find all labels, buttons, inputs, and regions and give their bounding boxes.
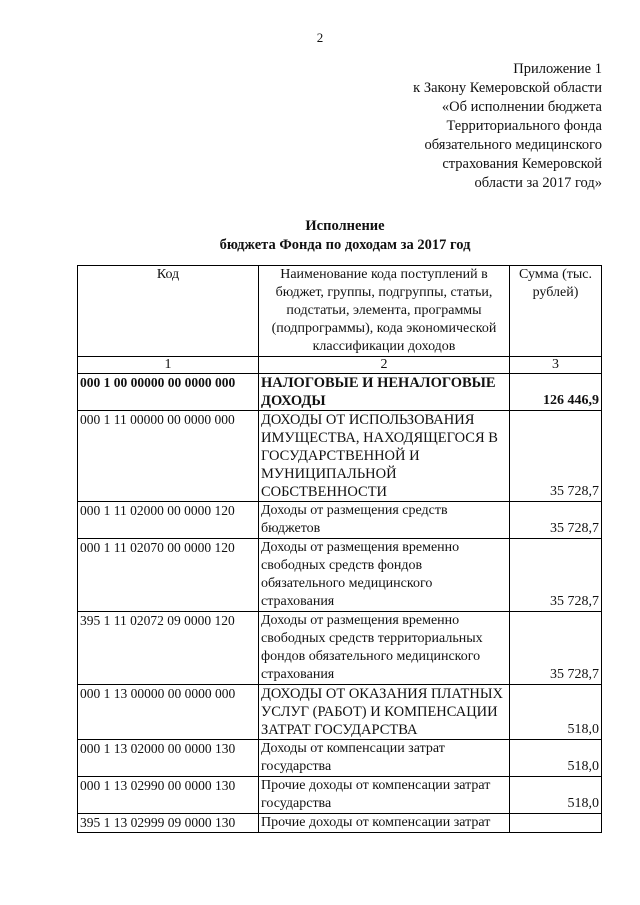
appendix-line: обязательного медицинского	[424, 137, 602, 153]
page-number: 2	[316, 30, 324, 45]
row-name: Доходы от размещения средств бюджетов	[259, 502, 510, 539]
table-row	[78, 814, 602, 833]
table-row	[78, 539, 602, 612]
row-name: Доходы от размещения временно свободных средств территориальных фондов обязательного медицинского страхования	[259, 612, 510, 685]
table-row	[78, 777, 602, 814]
appendix-line: к Закону Кемеровской области	[413, 80, 602, 96]
row-code: 000 1 13 00000 00 0000 000	[78, 685, 259, 740]
table-row	[78, 502, 602, 539]
appendix-line: области за 2017 год»	[474, 175, 602, 191]
appendix-line: Территориального фонда	[446, 118, 602, 134]
row-code: 000 1 11 02070 00 0000 120	[78, 539, 259, 612]
row-code: 395 1 13 02999 09 0000 130	[78, 814, 259, 833]
column-number: 3	[510, 357, 602, 374]
row-code: 000 1 13 02990 00 0000 130	[78, 777, 259, 814]
column-number: 1	[78, 357, 259, 374]
row-sum: 35 728,7	[510, 502, 602, 539]
title-line-1: Исполнение	[305, 218, 385, 234]
row-sum: 35 728,7	[510, 612, 602, 685]
row-sum: 518,0	[510, 740, 602, 777]
appendix-header	[352, 60, 602, 193]
row-code: 000 1 00 00000 00 0000 000	[78, 374, 259, 411]
column-number: 2	[259, 357, 510, 374]
header-name: Наименование кода поступлений в бюджет, группы, подгруппы, статьи, подстатьи, элемента, программы (подпрограммы), кода экономической классификации доходов	[259, 266, 510, 357]
appendix-line: Приложение 1	[513, 61, 602, 77]
table-header-row	[78, 266, 602, 357]
header-sum: Сумма (тыс. рублей)	[510, 266, 602, 357]
title-line-2: бюджета Фонда по доходам за 2017 год	[219, 237, 471, 253]
header-code: Код	[78, 266, 259, 357]
appendix-line: «Об исполнении бюджета	[441, 99, 602, 115]
row-code: 000 1 13 02000 00 0000 130	[78, 740, 259, 777]
row-code: 000 1 11 02000 00 0000 120	[78, 502, 259, 539]
table-row	[78, 374, 602, 411]
table-row	[78, 411, 602, 502]
row-name: Прочие доходы от компенсации затрат государства	[259, 777, 510, 814]
document-title	[0, 217, 640, 255]
row-sum: 35 728,7	[510, 411, 602, 502]
row-name: ДОХОДЫ ОТ ОКАЗАНИЯ ПЛАТНЫХ УСЛУГ (РАБОТ) И КОМПЕНСАЦИИ ЗАТРАТ ГОСУДАРСТВА	[259, 685, 510, 740]
row-sum: 35 728,7	[510, 539, 602, 612]
row-code: 000 1 11 00000 00 0000 000	[78, 411, 259, 502]
table-row	[78, 612, 602, 685]
appendix-line: страхования Кемеровской	[442, 156, 602, 172]
table-row	[78, 685, 602, 740]
row-name: ДОХОДЫ ОТ ИСПОЛЬЗОВАНИЯ ИМУЩЕСТВА, НАХОДЯЩЕГОСЯ В ГОСУДАРСТВЕННОЙ И МУНИЦИПАЛЬНОЙ СОБСТВЕННОСТИ	[259, 411, 510, 502]
row-sum: 126 446,9	[510, 374, 602, 411]
row-name: Доходы от компенсации затрат государства	[259, 740, 510, 777]
column-number-row	[78, 357, 602, 374]
row-code: 395 1 11 02072 09 0000 120	[78, 612, 259, 685]
row-sum	[510, 814, 602, 833]
revenue-table	[77, 265, 602, 833]
table-row	[78, 740, 602, 777]
row-name: НАЛОГОВЫЕ И НЕНАЛОГОВЫЕ ДОХОДЫ	[259, 374, 510, 411]
row-name: Доходы от размещения временно свободных средств фондов обязательного медицинского страхования	[259, 539, 510, 612]
row-sum: 518,0	[510, 685, 602, 740]
row-name: Прочие доходы от компенсации затрат	[259, 814, 510, 833]
row-sum: 518,0	[510, 777, 602, 814]
